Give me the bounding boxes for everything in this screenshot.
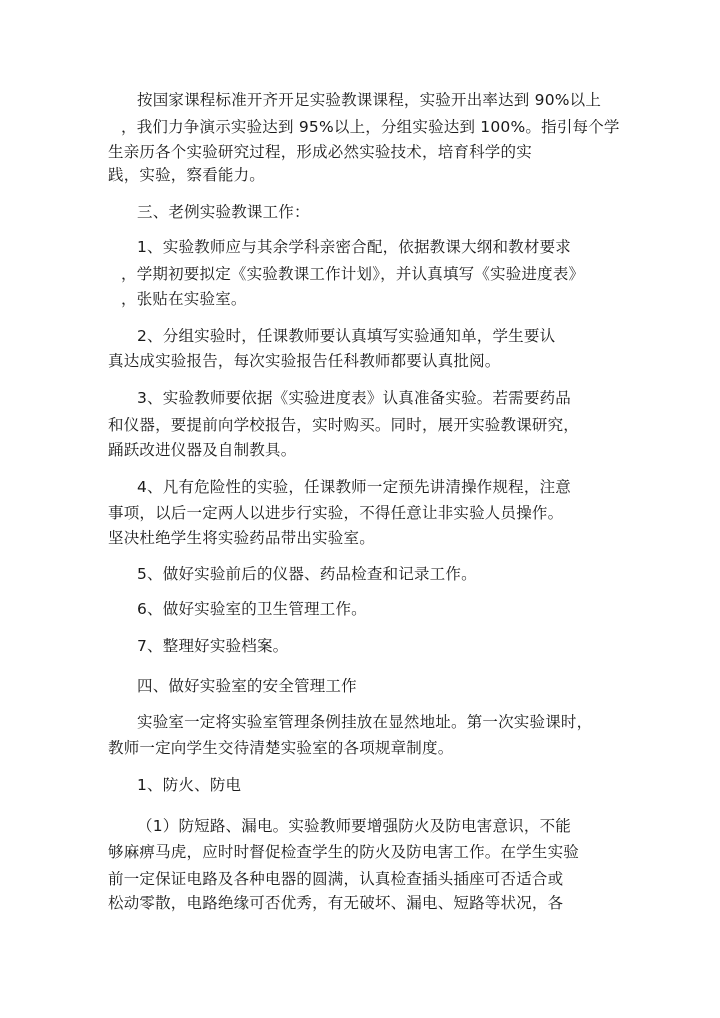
text-line: 践，实验，察看能力。 — [108, 166, 266, 184]
text-line: 6、做好实验室的卫生管理工作。 — [137, 600, 367, 618]
text-line: 按国家课程标准开齐开足实验教课课程，实验开出率达到 90%以上 — [137, 91, 602, 109]
text-line: 3、实验教师要依据《实验进度表》认真准备实验。若需要药品 — [137, 389, 571, 407]
text-line: 三、老例实验教课工作： — [137, 203, 310, 221]
text-line: 4、凡有危险性的实验，任课教师一定预先讲清操作规程，注意 — [137, 478, 571, 496]
text-line: 前一定保证电路及各种电器的圆满，认真检查插头插座可否适合或 — [108, 870, 564, 888]
text-line: 够麻痹马虎，应时时督促检查学生的防火及防电害工作。在学生实验 — [108, 843, 580, 861]
text-line: 2、分组实验时，任课教师要认真填写实验通知单，学生要认 — [137, 327, 556, 345]
text-line: 教师一定向学生交待清楚实验室的各项规章制度。 — [108, 739, 454, 757]
text-line: 事项，以后一定两人以进步行实验，不得任意让非实验人员操作。 — [108, 504, 564, 522]
text-line: ，我们力争演示实验达到 95%以上，分组实验达到 100%。指引每个学 — [121, 118, 620, 136]
text-line: 松动零散，电路绝缘可否优秀，有无破坏、漏电、短路等状况，各 — [108, 894, 564, 912]
text-line: 和仪器，要提前向学校报告，实时购买。同时，展开实验教课研究， — [108, 416, 580, 434]
text-line: 5、做好实验前后的仪器、药品检查和记录工作。 — [137, 565, 477, 583]
text-line: 1、实验教师应与其余学科亲密合配，依据教课大纲和教材要求 — [137, 238, 571, 256]
text-line: ，张贴在实验室。 — [121, 290, 247, 308]
text-line: 真达成实验报告，每次实验报告任科教师都要认真批阅。 — [108, 352, 501, 370]
text-line: 实验室一定将实验室管理条例挂放在显然地址。第一次实验课时， — [137, 713, 593, 731]
text-line: 踊跃改进仪器及自制教具。 — [108, 441, 297, 459]
text-line: ，学期初要拟定《实验教课工作计划》，并认真填写《实验进度表》 — [121, 265, 585, 283]
text-line: 四、做好实验室的安全管理工作 — [137, 677, 357, 695]
text-line: （1）防短路、漏电。实验教师要增强防火及防电害意识，不能 — [137, 817, 571, 835]
text-line: 坚决杜绝学生将实验药品带出实验室。 — [108, 529, 375, 547]
text-line: 1、防火、防电 — [137, 776, 242, 794]
text-line: 7、整理好实验档案。 — [137, 637, 289, 655]
text-line: 生亲历各个实验研究过程，形成必然实验技术，培育科学的实 — [108, 143, 532, 161]
